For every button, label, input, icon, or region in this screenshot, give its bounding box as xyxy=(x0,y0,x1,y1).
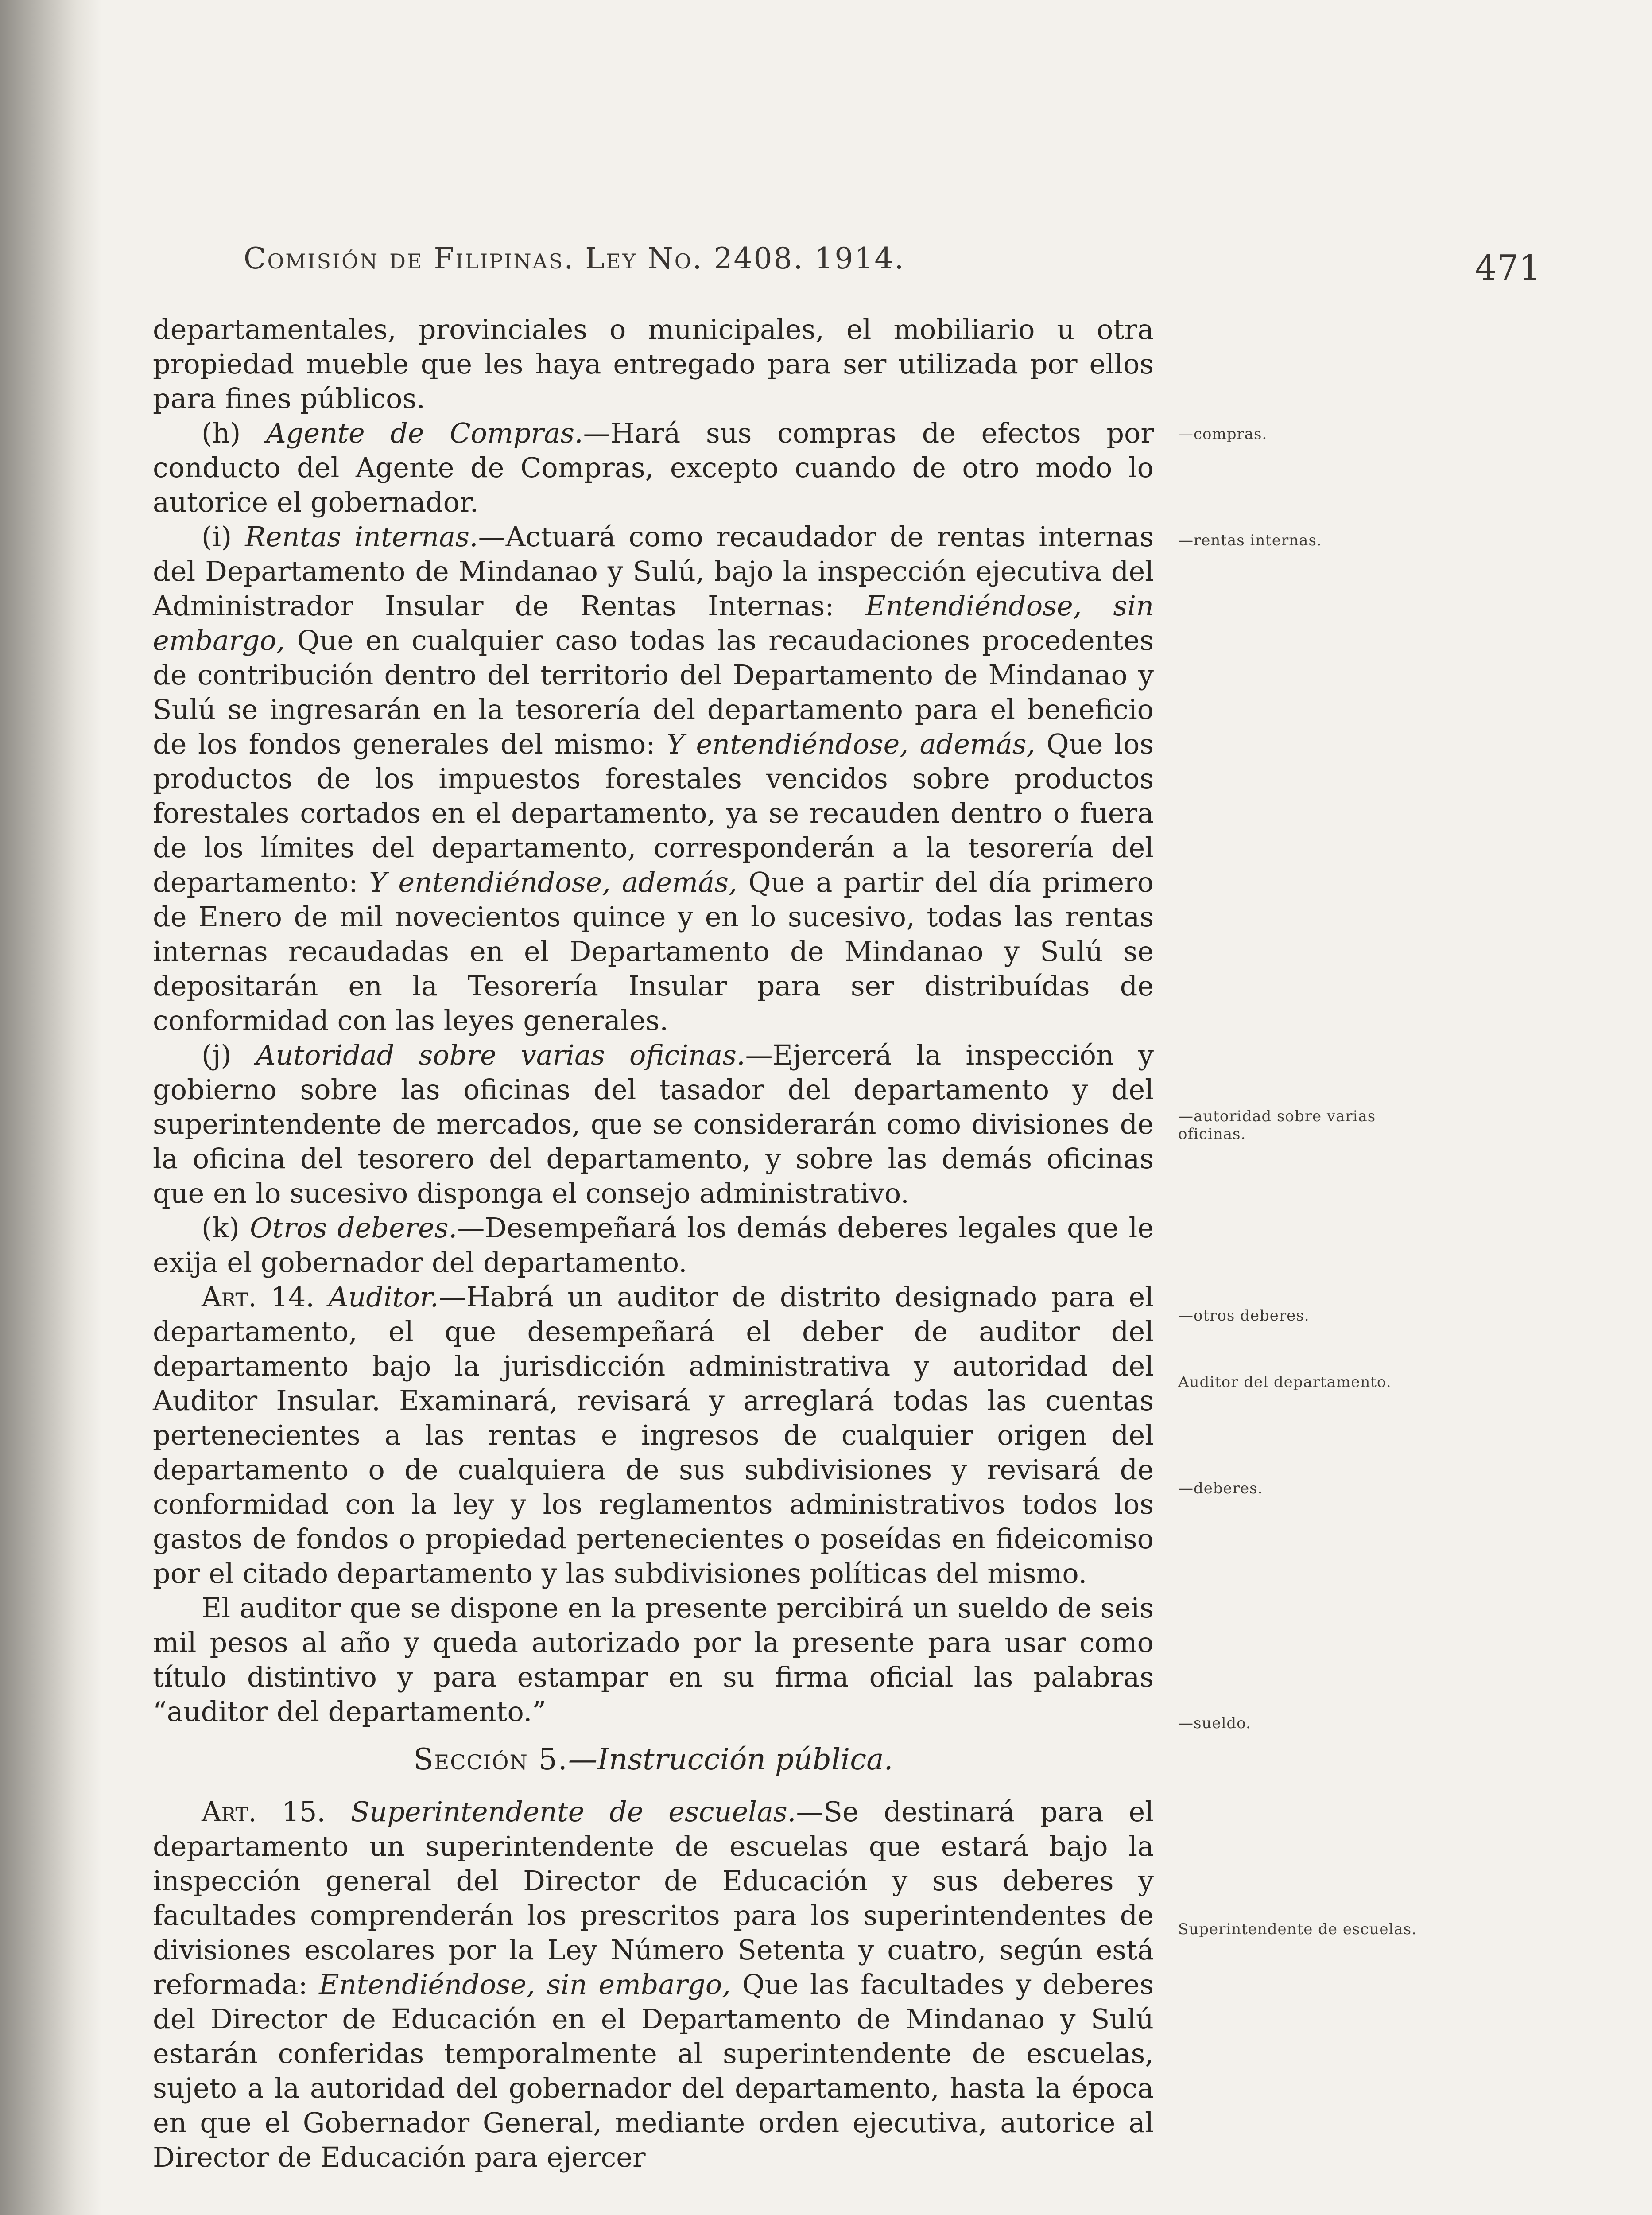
proviso-i-1: Entendiéndose, sin embargo, xyxy=(153,590,1154,657)
paragraph-h xyxy=(153,416,1154,520)
proviso-i-3: Y entendiéndose, además, xyxy=(369,866,737,898)
margin-note-otros: —otros deberes. xyxy=(1178,1307,1310,1325)
section-title: —Instrucción pública. xyxy=(568,1742,893,1776)
clause-text-i-3: Que los productos de los impuestos forestales vencidos sobre productos forestales cortados en el departamento, ya se recauden dentro o fuera de los límites del departamento, corresponderán a la tesorería del departamento: xyxy=(153,728,1154,898)
section-heading xyxy=(153,1742,1154,1777)
paragraph-j xyxy=(153,1038,1154,1211)
article-14 xyxy=(153,1280,1154,1591)
clause-title-h: Agente de Compras. xyxy=(266,417,583,449)
clause-title-k: Otros deberes. xyxy=(250,1212,458,1244)
paragraph-k xyxy=(153,1211,1154,1280)
proviso-i-2: Y entendiéndose, además, xyxy=(666,728,1035,760)
body-text xyxy=(153,312,1154,2175)
paragraph-continuation: departamentales, provinciales o municipales, el mobiliario u otra propiedad mueble que les haya entregado para ser utilizada por ellos para fines públicos. xyxy=(153,313,1154,415)
article-15-label: Art. 15. xyxy=(202,1795,326,1828)
clause-text-k: —Desempeñará los demás deberes legales que le exija el gobernador del departamento. xyxy=(153,1212,1154,1278)
page-number: 471 xyxy=(1475,248,1541,288)
section-label: Sección 5. xyxy=(413,1742,568,1776)
margin-note-auditor: Auditor del departamento. xyxy=(1178,1373,1392,1391)
article-14-title: Auditor. xyxy=(328,1281,439,1313)
article-15 xyxy=(153,1795,1154,2175)
paragraph-i xyxy=(153,520,1154,1038)
margin-note-superintendente: Superintendente de escuelas. xyxy=(1178,1920,1417,1938)
margin-note-deberes: —deberes. xyxy=(1178,1480,1263,1497)
article-15-title: Superintendente de escuelas. xyxy=(350,1795,796,1828)
margin-note-compras: —compras. xyxy=(1178,425,1268,443)
clause-title-i: Rentas internas. xyxy=(245,521,478,553)
article-15-proviso: Entendiéndose, sin embargo, xyxy=(319,1968,731,2001)
article-14-label: Art. 14. xyxy=(202,1281,314,1313)
article-15-text-1: —Se destinará para el departamento un superintendente de escuelas que estará bajo la inspección general del Director de Educación y sus deberes y facultades comprenderán los prescritos para los superintendentes de divisiones escolares por la Ley Número Setenta y cuatro, según está reformada: xyxy=(153,1795,1154,2001)
margin-note-rentas: —rentas internas. xyxy=(1178,532,1322,549)
margin-note-sueldo: —sueldo. xyxy=(1178,1714,1251,1732)
clause-text-i-2: Que en cualquier caso todas las recaudaciones procedentes de contribución dentro del territorio del Departamento de Mindanao y Sulú se ingresarán en la tesorería del departamento para el beneficio de los fondos generales del mismo: xyxy=(153,624,1154,760)
article-14-salary: El auditor que se dispone en la presente percibirá un sueldo de seis mil pesos al año y queda autorizado por la presente para usar como título distintivo y para estampar en su firma oficial las palabras “auditor del departamento.” xyxy=(153,1592,1154,1728)
clause-label-h: (h) xyxy=(202,417,241,449)
clause-label-j: (j) xyxy=(202,1039,232,1071)
clause-text-i-1: —Actuará como recaudador de rentas internas del Departamento de Mindanao y Sulú, bajo la inspección ejecutiva del Administrador Insular de Rentas Internas: xyxy=(153,521,1154,622)
clause-text-j: —Ejercerá la inspección y gobierno sobre las oficinas del tasador del departamento y del superintendente de mercados, que se considerarán como divisiones de la oficina del tesorero del departamento, y sobre las demás oficinas que en lo sucesivo disponga el consejo administrativo. xyxy=(153,1039,1154,1209)
clause-label-k: (k) xyxy=(202,1212,240,1244)
binding-shadow xyxy=(0,0,102,2215)
margin-note-autoridad: —autoridad sobre varias oficinas. xyxy=(1178,1108,1376,1143)
running-header: Comisión de Filipinas. Ley No. 2408. 1914. xyxy=(244,241,905,276)
clause-text-h: —Hará sus compras de efectos por conducto del Agente de Compras, excepto cuando de otro modo lo autorice el gobernador. xyxy=(153,417,1154,518)
article-15-text-2: Que las facultades y deberes del Director de Educación en el Departamento de Mindanao y Sulú estarán conferidas temporalmente al superintendente de escuelas, sujeto a la autoridad del gobernador del departamento, hasta la época en que el Gobernador General, mediante orden ejecutiva, autorice al Director de Educación para ejercer xyxy=(153,1968,1154,2173)
clause-text-i-4: Que a partir del día primero de Enero de mil novecientos quince y en lo sucesivo, todas las rentas internas recaudadas en el Departamento de Mindanao y Sulú se depositarán en la Tesorería Insular para ser distribuídas de conformidad con las leyes generales. xyxy=(153,866,1154,1037)
article-14-text: —Habrá un auditor de distrito designado para el departamento, el que desempeñará el deber de auditor del departamento bajo la jurisdicción administrativa y autoridad del Auditor Insular. Examinará, revisará y arreglará todas las cuentas pertenecientes a las rentas e ingresos de cualquier origen del departamento o de cualquiera de sus subdivisiones y revisará de conformidad con la ley y los reglamentos administrativos todos los gastos de fondos o propiedad pertenecientes o poseídas en fideicomiso por el citado departamento y las subdivisiones políticas del mismo. xyxy=(153,1281,1154,1589)
clause-label-i: (i) xyxy=(202,521,232,553)
clause-title-j: Autoridad sobre varias oficinas. xyxy=(256,1039,745,1071)
